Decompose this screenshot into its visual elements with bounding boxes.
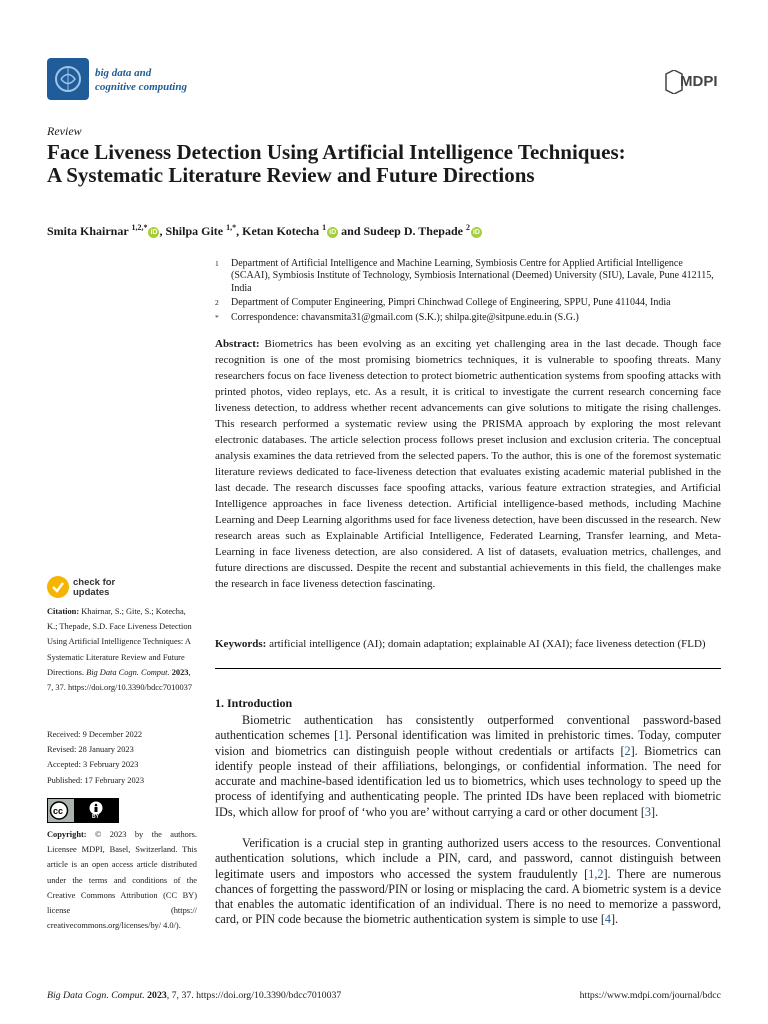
paragraph-text: ].	[610, 912, 619, 927]
check-updates-label	[73, 578, 115, 598]
article-type: Review	[47, 124, 82, 138]
paragraph-text: ]. Biometrics can identify people instead of their affiliations, belongings, or confidential information. The need for accurate and machine-based identification led us to biometrics, which uses technology to speed up the process of identifying and authenticating people. The printed IDs have been replaced with biometric IDs, which allow for proof of ‘who you are’ without carrying a card or other document [	[215, 743, 721, 819]
footer-year: 2023	[147, 990, 167, 1001]
paragraph-text: ]. There are numerous chances of forgetting the password/PIN or losing or misplacing the card. A biometric system is a device that enables the automatic identification of an individual. There is no need to memorize a password, card, or PIN code because the biometric authentication system is simple to use [	[215, 866, 721, 927]
author-affiliation-mark: 1	[322, 223, 327, 232]
author-separator: ,	[159, 224, 166, 238]
paragraph-text: ]. Personal identification was limited in prehistoric times. Today, computer vision and biometrics can distinguish people without credentials or artifacts [	[215, 728, 721, 758]
affiliation-number: 1	[215, 259, 219, 268]
citation-block	[47, 604, 197, 695]
copyright-label: Copyright:	[47, 830, 87, 839]
citation-text: Khairnar, S.; Gite, S.; Kotecha, K.; Thepade, S.D. Face Liveness Detection Using Artificial Intelligence Techniques: A Systematic Literature Review and Future Directions.	[47, 607, 192, 677]
abstract	[215, 336, 721, 592]
publisher-logo	[664, 70, 720, 94]
author-separator: ,	[236, 224, 243, 238]
check-updates-icon	[47, 576, 69, 598]
journal-logo	[47, 58, 89, 100]
citation-year: 2023	[171, 667, 189, 677]
cc-icon	[48, 799, 118, 822]
orcid-icon[interactable]: iD	[150, 228, 158, 236]
author-separator: and	[338, 224, 364, 238]
copyright-block	[47, 827, 197, 933]
affiliation-text: Department of Computer Engineering, Pimpri Chinchwad College of Engineering, SPPU, Pune 411044, India	[231, 297, 671, 308]
check-updates-line2: updates	[73, 587, 110, 598]
paragraph-text: Verification is a crucial step in granting authorized users access to the resources. Conventional authentication solutions, which include a PIN, card, and password, cannot distinguish between legitimate users and impostors who accessed the system fraudulently [	[215, 836, 721, 881]
footer-journal: Big Data Cogn. Comput.	[47, 990, 145, 1001]
author-list	[47, 223, 482, 239]
paragraph-text: Biometric authentication has consistently outperformed conventional password-based authentication schemes [	[215, 713, 721, 743]
journal-name-line1: big data and	[95, 67, 152, 79]
abstract-text: Biometrics has been evolving as an exciting yet challenging area in the last decade. Though face recognition is one of the most promising biometrics techniques, it is vulnerable to spoofing threats. Many researchers focus on face liveness detection to protect biometric authentication systems from spoofing attacks with printed photos, video replays, etc. As a result, it is critical to investigate the current research concerning face liveness detection, to address whether recent advancements can give solutions to mitigate the rising challenges. This research performed a systematic review using the PRISMA approach by exploring the most relevant electronic databases. The article selection process follows preset inclusion and exclusion criteria. The conceptual analysis examines the data retrieved from the selected papers. To the author, this is one of the foremost systematic literature reviews dedicated to face-liveness detection that evaluates existing academic material published in the last decade. The research discusses face spoofing attacks, various feature extraction strategies, and Artificial Intelligence approaches in face liveness detection. Artificial intelligence-based methods, including Machine Learning and Deep Learning algorithms used for face liveness detection, have been discussed in the research. New research areas such as Explainable Artificial Intelligence, Federated Learning, Transfer learning, and Meta-Learning in face liveness detection, are also considered. A list of datasets, evaluation metrics, challenges, and future directions are discussed. Despite the recent and substantial achievements in this field, the challenges make the research in face liveness detection fascinating.	[215, 338, 722, 590]
author-affiliation-mark: 1,*	[226, 223, 237, 232]
keywords	[215, 636, 721, 652]
citation-label: Citation:	[47, 607, 80, 616]
paragraph-2	[215, 836, 721, 928]
citation-journal: Big Data Cogn. Comput.	[86, 667, 170, 677]
keywords-text: artificial intelligence (AI); domain adaptation; explainable AI (XAI); face liveness detection (FLD)	[269, 638, 706, 650]
copyright-text: © 2023 by the authors. Licensee MDPI, Basel, Switzerland. This article is an open access article distributed under the terms and conditions of the Creative Commons Attribution (CC BY) license (https:// creativecommons.org/licenses/by/ 4.0/).	[47, 830, 198, 931]
date-accepted: Accepted: 3 February 2023	[47, 760, 139, 770]
author-name: Ketan Kotecha	[242, 224, 323, 238]
paragraph-1	[215, 713, 721, 820]
footer-rest: , 7, 37. https://doi.org/10.3390/bdcc7010037	[166, 990, 342, 1001]
affiliation-2	[215, 297, 720, 309]
brain-icon	[47, 58, 89, 100]
journal-name	[95, 66, 187, 94]
affiliation-number: 2	[215, 298, 219, 307]
citation-link[interactable]: 1	[338, 728, 345, 743]
check-updates-line1: check for	[73, 577, 116, 588]
affiliation-1	[215, 258, 720, 295]
correspondence	[215, 312, 720, 324]
affiliation-text: Department of Artificial Intelligence and Machine Learning, Symbiosis Centre for Applied Artificial Intelligence (SCAAI), Symbiosis Institute of Technology, Symbiosis International (Deemed) University (SIU), Lavale, Pune 412115, India	[231, 258, 714, 294]
footer-journal-url[interactable]: https://www.mdpi.com/journal/bdcc	[579, 990, 721, 1001]
citation-rest: , 7, 37. https://doi.org/10.3390/bdcc7010037	[47, 667, 193, 693]
orcid-icon[interactable]: iD	[329, 228, 337, 236]
affiliation-text: Correspondence: chavansmita31@gmail.com (S.K.); shilpa.gite@sitpune.edu.in (S.G.)	[231, 312, 579, 323]
svg-text:cc: cc	[53, 806, 64, 816]
keywords-label: Keywords:	[215, 638, 267, 650]
cc-by-label: BY	[92, 814, 99, 820]
section-divider	[215, 668, 721, 669]
cc-license-badge[interactable]	[47, 798, 119, 823]
paper-title: Face Liveness Detection Using Artificial Intelligence Techniques: A Systematic Literature Review and Future Directions	[47, 140, 626, 187]
author-affiliation-mark: 2	[465, 223, 470, 232]
orcid-icon[interactable]: iD	[472, 228, 480, 236]
author-name: Shilpa Gite	[165, 224, 227, 238]
citation-link[interactable]: 4	[604, 912, 611, 927]
date-published: Published: 17 February 2023	[47, 775, 145, 785]
affiliation-number: *	[215, 313, 219, 322]
section-heading: 1. Introduction	[215, 696, 293, 710]
footer-citation	[47, 990, 341, 1001]
author-name: Sudeep D. Thepade	[363, 224, 466, 238]
abstract-label: Abstract:	[215, 338, 260, 350]
journal-name-line2: cognitive computing	[95, 81, 187, 93]
citation-link[interactable]: 2	[624, 743, 631, 758]
paragraph-text: ].	[651, 804, 659, 819]
author-name: Smita Khairnar	[47, 224, 132, 238]
date-revised: Revised: 28 January 2023	[47, 745, 134, 755]
citation-link[interactable]: 1,2	[588, 866, 604, 881]
dates-block	[47, 727, 197, 788]
citation-link[interactable]: 3	[644, 804, 652, 819]
author-affiliation-mark: 1,2,*	[131, 223, 148, 232]
date-received: Received: 9 December 2022	[47, 730, 143, 739]
publisher-name: MDPI	[680, 73, 718, 90]
